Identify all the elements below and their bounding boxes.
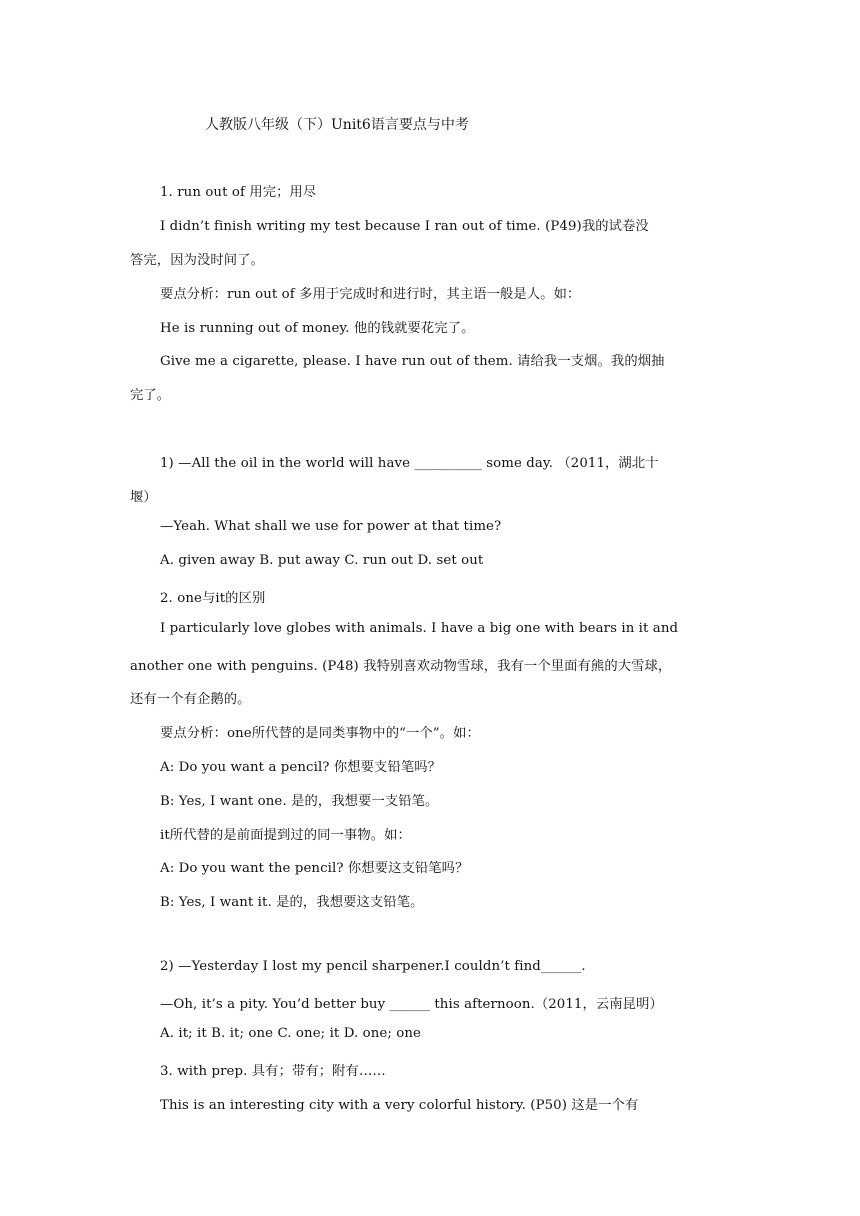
analysis-text: 要点分析：run out of 多用于完成时和进行时，其主语一般是人。如： [160,287,581,302]
section-heading-one-it: 2. one与it的区别 [160,591,266,606]
analysis-text: it所代替的是前面提到过的同一事物。如： [160,828,411,843]
exercise-dialogue: —Oh, it’s a pity. You’d better buy ______ this afternoon.（2011，云南昆明） [160,997,663,1012]
section-heading-run-out-of: 1. run out of 用完；用尽 [160,185,317,200]
analysis-text: 要点分析：one所代替的是同类事物中的“一个”。如： [160,726,480,741]
example-dialogue: A: Do you want the pencil? 你想要这支铅笔吗？ [160,861,469,876]
document-title: 人教版八年级（下）Unit6语言要点与中考 [205,117,469,133]
example-sentence: He is running out of money. 他的钱就要花完了。 [160,321,475,336]
example-translation: 完了。 [130,388,171,403]
example-translation: 还有一个有企鹅的。 [130,692,251,707]
section-heading-with: 3. with prep. 具有；带有；附有…… [160,1064,386,1079]
example-sentence: I didn’t finish writing my test because I ran out of time. (P49)我的试卷没 [160,219,649,234]
exercise-source: 堰） [130,490,157,505]
example-sentence: This is an interesting city with a very colorful history. (P50) 这是一个有 [160,1098,639,1113]
example-dialogue: A: Do you want a pencil? 你想要支铅笔吗？ [160,760,442,775]
example-dialogue: B: Yes, I want one. 是的，我想要一支铅笔。 [160,794,439,809]
example-sentence: I particularly love globes with animals. I have a big one with bears in it and [160,621,679,636]
exercise-dialogue: —Yeah. What shall we use for power at that time? [160,519,502,534]
exercise-options: A. given away B. put away C. run out D. set out [160,553,484,568]
example-sentence: Give me a cigarette, please. I have run out of them. 请给我一支烟。我的烟抽 [160,354,665,369]
exercise-question-1: 1) —All the oil in the world will have __________ some day. （2011，湖北十 [160,456,659,471]
example-translation: 答完，因为没时间了。 [130,253,264,268]
example-sentence: another one with penguins. (P48) 我特别喜欢动物雪球，我有一个里面有熊的大雪球， [130,659,672,674]
exercise-question-2: 2) —Yesterday I lost my pencil sharpener.I couldn’t find______. [160,959,586,974]
example-dialogue: B: Yes, I want it. 是的，我想要这支铅笔。 [160,895,424,910]
exercise-options: A. it; it B. it; one C. one; it D. one; one [160,1026,422,1041]
